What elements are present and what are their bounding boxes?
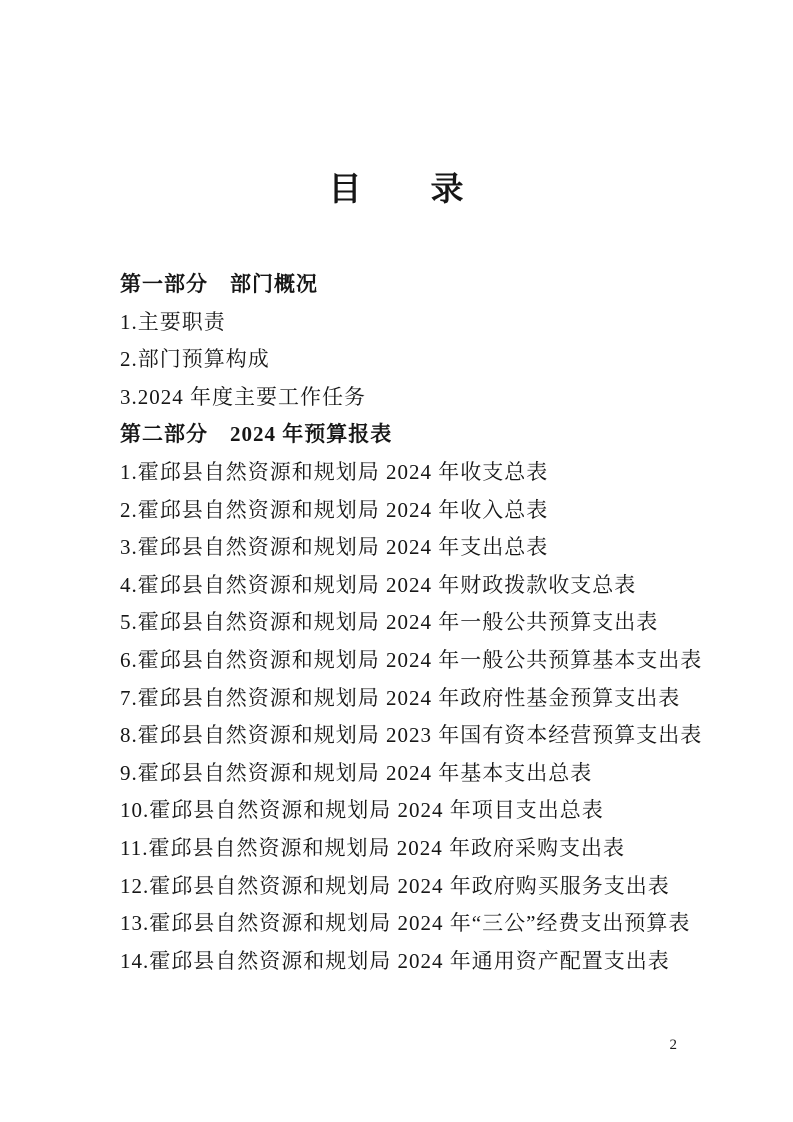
- toc-entry: 14.霍邱县自然资源和规划局 2024 年通用资产配置支出表: [120, 948, 670, 973]
- toc-entry: 4.霍邱县自然资源和规划局 2024 年财政拨款收支总表: [120, 572, 637, 597]
- page-number: 2: [669, 1037, 677, 1053]
- table-of-contents: [120, 266, 733, 980]
- toc-entry: 9.霍邱县自然资源和规划局 2024 年基本支出总表: [120, 760, 593, 785]
- toc-entry: 2.霍邱县自然资源和规划局 2024 年收入总表: [120, 497, 549, 522]
- toc-entry: 13.霍邱县自然资源和规划局 2024 年“三公”经费支出预算表: [120, 911, 691, 936]
- toc-entry: 1.霍邱县自然资源和规划局 2024 年收支总表: [120, 459, 549, 484]
- toc-entry: 11.霍邱县自然资源和规划局 2024 年政府采购支出表: [120, 835, 625, 860]
- toc-entry: 2.部门预算构成: [120, 347, 270, 372]
- part2-heading: 第二部分 2024 年预算报表: [120, 422, 393, 447]
- toc-entry: 1.主要职责: [120, 309, 226, 334]
- toc-entry: 3.霍邱县自然资源和规划局 2024 年支出总表: [120, 535, 549, 560]
- toc-entry: 6.霍邱县自然资源和规划局 2024 年一般公共预算基本支出表: [120, 647, 703, 672]
- page-title: 目 录: [328, 172, 465, 208]
- toc-entry: 10.霍邱县自然资源和规划局 2024 年项目支出总表: [120, 798, 604, 823]
- toc-entry: 7.霍邱县自然资源和规划局 2024 年政府性基金预算支出表: [120, 685, 681, 710]
- toc-entry: 8.霍邱县自然资源和规划局 2023 年国有资本经营预算支出表: [120, 723, 703, 748]
- part1-heading: 第一部分 部门概况: [120, 272, 318, 296]
- toc-entry: 3.2024 年度主要工作任务: [120, 384, 366, 409]
- toc-entry: 12.霍邱县自然资源和规划局 2024 年政府购买服务支出表: [120, 873, 670, 898]
- toc-entry: 5.霍邱县自然资源和规划局 2024 年一般公共预算支出表: [120, 610, 659, 635]
